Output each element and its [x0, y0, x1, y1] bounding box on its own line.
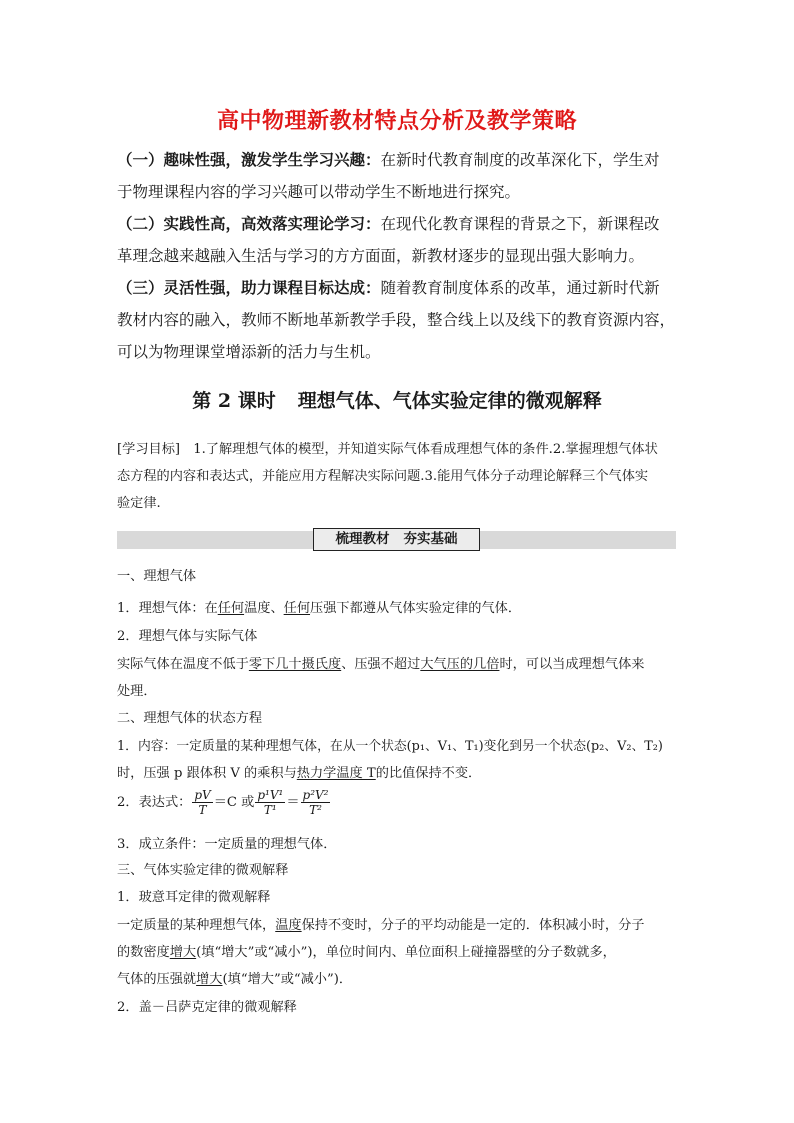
formula-line: 2．表达式： $\frac{pV}{T}$ ＝C 或 $\frac{\text{p¹V¹}}{\text{T¹}}$ ＝ $\frac{\text{p²V²}}{\text{T²}}$: [117, 788, 329, 817]
content-line: 3．成立条件：一定质量的理想气体．: [117, 837, 337, 852]
intro-lead: （三）灵活性强，助力课程目标达成：: [117, 279, 381, 297]
intro-line: 革理念越来越融入生活与学习的方方面面，新教材逐步的显现出强大影响力。: [117, 247, 645, 265]
document-title: 高中物理新教材特点分析及教学策略: [216, 109, 577, 134]
lesson-number: 第 2 课时: [192, 390, 276, 412]
intro-item-1: [117, 144, 677, 208]
content-line: 处理．: [117, 684, 157, 699]
content-line: 气体的压强就增大(填“增大”或“减小”)．: [117, 972, 353, 987]
intro-text: 在现代化教育课程的背景之下，新课程改: [380, 215, 660, 233]
section-heading: 一、理想气体: [117, 569, 197, 584]
intro-line: 可以为物理课堂增添新的活力与生机。: [117, 343, 381, 361]
content-line: 2．理想气体与实际气体: [117, 629, 258, 644]
section-band-label: [313, 528, 480, 551]
content-line: 1．理想气体：在任何温度、任何压强下都遵从气体实验定律的气体．: [117, 601, 522, 616]
band-part2: 夯实基础: [403, 531, 458, 547]
intro-text: 随着教育制度体系的改革，通过新时代新: [380, 279, 660, 297]
intro-lead: （二）实践性高，高效落实理论学习：: [117, 215, 381, 233]
objectives-line: 验定律.: [117, 496, 161, 511]
intro-line: [117, 272, 677, 304]
formula-label: 2．表达式：: [117, 795, 192, 810]
content-line: 的数密度增大(填“增大”或“减小”)，单位时间内、单位面积上碰撞器壁的分子数就多，: [117, 945, 616, 960]
formula-fraction-3: $\frac{\text{p²V²}}{\text{T²}}$: [302, 788, 329, 817]
learning-objectives: [117, 436, 679, 517]
objectives-line: 态方程的内容和表达式，并能应用方程解决实际问题.3.能用气体分子动理论解释三个气体实: [117, 469, 649, 484]
content-line: 1．内容：一定质量的某种理想气体，在从一个状态(p₁、V₁、T₁)变化到另一个状态(p₂、V₂、T₂): [117, 739, 663, 754]
intro-lead: （一）趣味性强，激发学生学习兴趣：: [117, 151, 381, 169]
objectives-line: [学习目标] 1.了解理想气体的模型，并知道实际气体看成理想气体的条件.2.掌握理想气体状: [117, 442, 658, 457]
intro-line: 教材内容的融入，教师不断地革新教学手段，整合线上以及线下的教育资源内容，: [117, 311, 676, 329]
content-line: 时，压强 p 跟体积 V 的乘积与热力学温度 T的比值保持不变．: [117, 766, 482, 781]
formula-fraction-2: $\frac{\text{p¹V¹}}{\text{T¹}}$: [257, 788, 284, 817]
intro-line: [117, 144, 677, 176]
section-heading: 二、理想气体的状态方程: [117, 711, 263, 726]
formula-fraction-1: $\frac{pV}{T}$: [194, 788, 211, 817]
section-heading: 三、气体实验定律的微观解释: [117, 863, 289, 878]
content-line: 实际气体在温度不低于零下几十摄氏度、压强不超过大气压的几倍时，可以当成理想气体来: [117, 657, 645, 672]
band-part1: 梳理教材: [335, 531, 390, 547]
intro-line: [117, 208, 677, 240]
content-line: 2．盖－吕萨克定律的微观解释: [117, 1000, 297, 1015]
intro-line: 于物理课程内容的学习兴趣可以带动学生不断地进行探究。: [117, 183, 521, 201]
lesson-name: 理想气体、气体实验定律的微观解释: [297, 390, 602, 412]
content-line: 1．玻意耳定律的微观解释: [117, 890, 271, 905]
content-line: 一定质量的某种理想气体，温度保持不变时，分子的平均动能是一定的．体积减小时，分子: [117, 918, 645, 933]
lesson-title: [0, 386, 794, 413]
intro-text: 在新时代教育制度的改革深化下，学生对: [380, 151, 660, 169]
intro-item-2: [117, 208, 677, 272]
intro-item-3: [117, 272, 677, 368]
